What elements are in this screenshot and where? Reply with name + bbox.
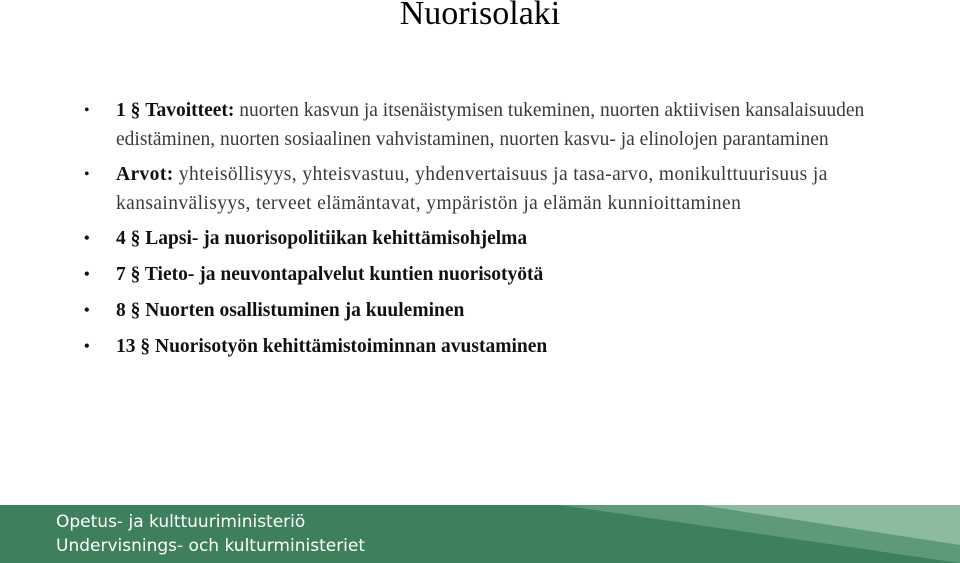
ministry-name-swedish: Undervisnings- och kulturministeriet [56,536,366,556]
bullet-dot-icon: • [84,166,91,183]
bullet-term: Arvot: [116,164,174,185]
bullet-term: Tavoitteet: [145,100,235,121]
bullet-section-7 [0,260,960,290]
bullet-section: 4 § [116,228,141,249]
bullet-section: 8 § [116,300,141,321]
slide-title: Nuorisolaki [399,0,561,32]
bullet-dot-icon: • [84,338,90,355]
bullet-list [0,96,960,368]
bullet-dot-icon: • [84,230,90,247]
bullet-section: 1 § [116,100,141,121]
bullet-section: 7 § [116,264,141,285]
bullet-dot-icon: • [84,102,90,119]
bullet-text: Nuorisotyön kehittämistoiminnan avustaminen [155,336,548,357]
bullet-text: nuorten kasvun ja itsenäistymisen tukeminen, nuorten aktiivisen kansalaisuuden edistäminen, nuorten sosiaalinen vahvistaminen, nuorten kasvu- ja elinolojen parantaminen [116,100,865,150]
bullet-section-8 [0,296,960,326]
bullet-text: Tieto- ja neuvontapalvelut kuntien nuorisotyötä [144,264,544,285]
bullet-goals [0,96,960,154]
ministry-name-finnish: Opetus- ja kulttuuriministeriö [56,512,306,532]
bullet-section-4 [0,224,960,254]
bullet-text: Lapsi- ja nuorisopolitiikan kehittämisohjelma [145,228,528,249]
bullet-text: yhteisöllisyys, yhteisvastuu, yhdenvertaisuus ja tasa-arvo, monikulttuurisuus ja kansainvälisyys, terveet elämäntavat, ympäristön ja elämän kunnioittaminen [116,164,828,214]
bullet-dot-icon: • [84,266,90,283]
bullet-text: Nuorten osallistuminen ja kuuleminen [145,300,465,321]
bullet-section-13 [0,332,960,362]
bullet-values [0,160,960,218]
bullet-dot-icon: • [84,302,90,319]
bullet-section: 13 § [116,336,151,357]
